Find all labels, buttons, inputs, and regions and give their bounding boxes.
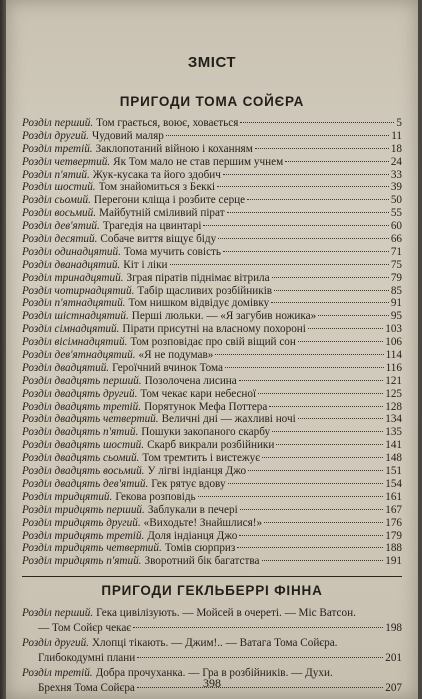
chapter-list-tom-sawyer bbox=[22, 117, 402, 568]
toc-entry bbox=[22, 285, 402, 298]
chapter-title: Кіт і ліки bbox=[123, 258, 168, 271]
chapter-label: Розділ дванадцятий. bbox=[22, 258, 121, 271]
page-ref: 75 bbox=[390, 258, 402, 271]
chapter-title: Чудовий маляр bbox=[91, 129, 164, 142]
chapter-title-continuation: Брехня Тома Сойєра bbox=[38, 682, 135, 695]
dot-leader bbox=[198, 496, 384, 497]
chapter-title: Позолочена лисина bbox=[144, 374, 237, 387]
chapter-title: У лігві індіанця Джо bbox=[147, 465, 247, 478]
dot-leader bbox=[225, 367, 384, 368]
page-ref: 207 bbox=[385, 682, 402, 695]
toc-entry bbox=[22, 375, 402, 388]
chapter-title: Скарб викрали розбійники bbox=[147, 439, 275, 452]
dot-leader bbox=[276, 444, 383, 445]
page-ref: 66 bbox=[390, 233, 402, 246]
chapter-title: Том тремтить і вистежує bbox=[142, 452, 261, 465]
page-number: 398 bbox=[203, 676, 221, 690]
dot-leader bbox=[262, 457, 383, 458]
page-ref: 134 bbox=[385, 413, 402, 426]
chapter-label: Розділ сьомий. bbox=[22, 194, 91, 207]
chapter-title: Гек рятує вдову bbox=[151, 477, 226, 490]
chapter-label: Розділ двадцять восьмий. bbox=[22, 465, 145, 478]
dot-leader bbox=[223, 251, 389, 252]
chapter-label: Розділ тридцять третій. bbox=[22, 529, 145, 542]
chapter-title: Том розповідає про свій віщий сон bbox=[130, 336, 296, 349]
page-ref: 121 bbox=[385, 374, 402, 387]
chapter-label: Розділ тридцять перший. bbox=[22, 503, 145, 516]
dot-leader bbox=[269, 406, 383, 407]
toc-entry bbox=[22, 310, 402, 323]
chapter-label: Розділ третій. bbox=[22, 667, 93, 680]
chapter-label: Розділ двадцять перший. bbox=[22, 374, 142, 387]
dot-leader bbox=[271, 302, 389, 303]
dot-leader bbox=[264, 522, 383, 523]
toc-entry bbox=[22, 426, 402, 439]
page-ref: 50 bbox=[390, 194, 402, 207]
page-ref: 114 bbox=[385, 349, 402, 362]
toc-entry bbox=[22, 606, 402, 621]
chapter-title: Том чекає кари небесної bbox=[140, 387, 257, 400]
page-ref: 188 bbox=[385, 542, 402, 555]
page-ref: 79 bbox=[390, 271, 402, 284]
toc-entry bbox=[22, 530, 402, 543]
page-ref: 148 bbox=[385, 452, 402, 465]
toc-entry bbox=[22, 207, 402, 220]
page-ref: 135 bbox=[385, 426, 402, 439]
chapter-title: Заклопотаний війною і коханням bbox=[95, 142, 253, 155]
toc-entry bbox=[22, 156, 402, 169]
chapter-label: Розділ шостий. bbox=[22, 181, 96, 194]
page-ref: 5 bbox=[396, 117, 402, 129]
chapter-title: Заблукали в печері bbox=[147, 503, 238, 516]
chapter-label: Розділ двадцять дев'ятий. bbox=[22, 477, 149, 490]
toc-content bbox=[22, 54, 402, 696]
toc-entry bbox=[22, 130, 402, 143]
page-ref: 161 bbox=[385, 490, 402, 503]
chapter-title: Хлопці тікають. — Джим!.. — Ватага Тома Сойєра. bbox=[91, 637, 338, 650]
dot-leader bbox=[239, 380, 383, 381]
dot-leader bbox=[227, 212, 389, 213]
toc-entry bbox=[22, 259, 402, 272]
toc-entry bbox=[22, 117, 402, 130]
chapter-title: Пірати присутні на власному похороні bbox=[122, 323, 306, 336]
chapter-label: Розділ дев'ятнадцятий. bbox=[22, 349, 136, 362]
page-ref: 128 bbox=[385, 400, 402, 413]
chapter-title: Як Том мало не став першим учнем bbox=[113, 155, 284, 168]
dot-leader bbox=[223, 174, 389, 175]
book-page bbox=[6, 0, 418, 699]
dot-leader bbox=[240, 509, 384, 510]
dot-leader bbox=[308, 328, 383, 329]
toc-entry bbox=[22, 439, 402, 452]
dot-leader bbox=[274, 290, 389, 291]
chapter-label: Розділ п'ятнадцятий. bbox=[22, 297, 126, 310]
chapter-label: Розділ тридцять четвертий. bbox=[22, 542, 162, 555]
chapter-label: Розділ двадцять сьомий. bbox=[22, 452, 140, 465]
dot-leader bbox=[133, 627, 383, 628]
chapter-label: Розділ дев'ятий. bbox=[22, 220, 100, 233]
chapter-title: Том грається, воює, ховається bbox=[96, 117, 239, 129]
toc-entry bbox=[22, 465, 402, 478]
chapter-title: Добра прочуханка. — Гра в розбійників. — Духи. bbox=[95, 667, 333, 680]
chapter-title: Майбутній сміливий пірат bbox=[99, 207, 225, 220]
page-ref: 125 bbox=[385, 387, 402, 400]
chapter-title: Пошуки закопаного скарбу bbox=[141, 426, 271, 439]
dot-leader bbox=[239, 535, 383, 536]
page-ref: 95 bbox=[390, 310, 402, 323]
dot-leader bbox=[285, 161, 389, 162]
chapter-label: Розділ тринадцятий. bbox=[22, 271, 124, 284]
chapter-title: Гекова розповідь bbox=[115, 490, 196, 503]
page-ref: 24 bbox=[390, 155, 402, 168]
chapter-title: Томів сюрприз bbox=[164, 542, 236, 555]
toc-entry bbox=[22, 336, 402, 349]
page-ref: 55 bbox=[390, 207, 402, 220]
dot-leader bbox=[262, 560, 384, 561]
chapter-label: Розділ вісімнадцятий. bbox=[22, 336, 128, 349]
chapter-label: Розділ одинадцятий. bbox=[22, 245, 121, 258]
dot-leader bbox=[166, 135, 389, 136]
chapter-title: Табір щасливих розбійників bbox=[137, 284, 273, 297]
page-ref: 179 bbox=[385, 529, 402, 542]
toc-entry bbox=[22, 272, 402, 285]
page-ref: 198 bbox=[385, 622, 402, 635]
page-ref: 103 bbox=[385, 323, 402, 336]
chapter-label: Розділ восьмий. bbox=[22, 207, 97, 220]
page-ref: 60 bbox=[390, 220, 402, 233]
toc-entry bbox=[22, 233, 402, 246]
page-ref: 176 bbox=[385, 516, 402, 529]
toc-entry bbox=[22, 401, 402, 414]
chapter-label: Розділ двадцять четвертий. bbox=[22, 413, 159, 426]
chapter-label: Розділ тридцять п'ятий. bbox=[22, 555, 142, 568]
toc-entry-continuation bbox=[22, 621, 402, 636]
chapter-title-continuation: — Том Сойєр чекає bbox=[38, 622, 132, 635]
page-ref: 71 bbox=[390, 245, 402, 258]
page-ref: 91 bbox=[390, 297, 402, 310]
page-ref: 33 bbox=[390, 168, 402, 181]
page-ref: 201 bbox=[385, 652, 402, 665]
chapter-label: Розділ сімнадцятий. bbox=[22, 323, 120, 336]
dot-leader bbox=[215, 354, 383, 355]
chapter-label: Розділ десятий. bbox=[22, 233, 98, 246]
toc-entry bbox=[22, 555, 402, 568]
page-ref: 116 bbox=[385, 361, 402, 374]
toc-entry bbox=[22, 452, 402, 465]
toc-entry bbox=[22, 388, 402, 401]
dot-leader bbox=[218, 238, 389, 239]
dot-leader bbox=[228, 483, 384, 484]
dot-leader bbox=[272, 431, 383, 432]
toc-entry bbox=[22, 362, 402, 375]
chapter-title: Зворотний бік багатства bbox=[144, 555, 260, 568]
chapter-title: Героїчний вчинок Тома bbox=[112, 361, 223, 374]
chapter-label: Розділ двадцять третій. bbox=[22, 400, 142, 413]
toc-entry bbox=[22, 181, 402, 194]
chapter-title: Собаче виття віщує біду bbox=[100, 233, 217, 246]
chapter-title: Зграя піратів піднімає вітрила bbox=[126, 271, 270, 284]
chapter-label: Розділ перший. bbox=[22, 117, 94, 129]
chapter-title: Гека цивілізують. — Мойсей в очереті. — Міс Ватсон. bbox=[96, 607, 356, 620]
section-heading-huckleberry-finn: ПРИГОДИ ГЕКЛЬБЕРРІ ФІННА bbox=[22, 576, 402, 600]
toc-entry bbox=[22, 220, 402, 233]
dot-leader bbox=[170, 264, 389, 265]
dot-leader bbox=[247, 199, 389, 200]
page-ref: 154 bbox=[385, 477, 402, 490]
chapter-title: «Виходьте! Знайшлися!» bbox=[143, 516, 263, 529]
chapter-label: Розділ шістнадцятий. bbox=[22, 310, 129, 323]
dot-leader bbox=[137, 657, 383, 658]
toc-entry bbox=[22, 636, 402, 651]
toc-entry bbox=[22, 491, 402, 504]
toc-entry bbox=[22, 542, 402, 555]
chapter-title: «Я не подумав» bbox=[138, 349, 214, 362]
page-title: ЗМІСТ bbox=[187, 54, 237, 71]
dot-leader bbox=[240, 122, 394, 123]
toc-entry-continuation bbox=[22, 651, 402, 666]
page-ref: 85 bbox=[390, 284, 402, 297]
toc-entry bbox=[22, 349, 402, 362]
toc-entry bbox=[22, 246, 402, 259]
page-ref: 191 bbox=[385, 555, 402, 568]
dot-leader bbox=[298, 341, 383, 342]
page-ref: 106 bbox=[385, 336, 402, 349]
toc-entry bbox=[22, 517, 402, 530]
toc-entry bbox=[22, 297, 402, 310]
dot-leader bbox=[217, 186, 389, 187]
chapter-label: Розділ двадцять п'ятий. bbox=[22, 426, 139, 439]
chapter-title: Жук-кусака та його здобич bbox=[92, 168, 221, 181]
dot-leader bbox=[298, 418, 383, 419]
chapter-label: Розділ двадцять шостий. bbox=[22, 439, 145, 452]
chapter-title: Перші люльки. — «Я загубив ножика» bbox=[131, 310, 317, 323]
chapter-label: Розділ четвертий. bbox=[22, 155, 111, 168]
toc-entry bbox=[22, 143, 402, 156]
chapter-label: Розділ п'ятий. bbox=[22, 168, 90, 181]
chapter-label: Розділ другий. bbox=[22, 129, 89, 142]
chapter-label: Розділ чотирнадцятий. bbox=[22, 284, 135, 297]
chapter-label: Розділ перший. bbox=[22, 607, 94, 620]
chapter-label: Розділ тридцятий. bbox=[22, 490, 113, 503]
page-ref: 11 bbox=[391, 129, 402, 142]
page-ref: 167 bbox=[385, 503, 402, 516]
page-ref: 151 bbox=[385, 465, 402, 478]
chapter-title: Величні дні — жахливі ночі bbox=[161, 413, 296, 426]
dot-leader bbox=[237, 547, 383, 548]
dot-leader bbox=[272, 277, 389, 278]
chapter-title: Доля індіанця Джо bbox=[147, 529, 238, 542]
chapter-title: Перегони кліща і розбите серце bbox=[93, 194, 246, 207]
chapter-label: Розділ тридцять другий. bbox=[22, 516, 141, 529]
chapter-label: Розділ двадцять другий. bbox=[22, 387, 138, 400]
dot-leader bbox=[248, 470, 383, 471]
chapter-title: Том знайомиться з Беккі bbox=[98, 181, 216, 194]
toc-entry bbox=[22, 194, 402, 207]
dot-leader bbox=[255, 148, 389, 149]
section-heading-tom-sawyer: ПРИГОДИ ТОМА СОЙЄРА bbox=[119, 94, 305, 109]
toc-entry bbox=[22, 504, 402, 517]
dot-leader bbox=[258, 393, 383, 394]
page-ref: 141 bbox=[385, 439, 402, 452]
toc-entry bbox=[22, 169, 402, 182]
toc-entry bbox=[22, 478, 402, 491]
chapter-label: Розділ двадцятий. bbox=[22, 361, 110, 374]
chapter-title: Тома мучить совість bbox=[123, 245, 222, 258]
chapter-label: Розділ третій. bbox=[22, 142, 93, 155]
dot-leader bbox=[318, 315, 389, 316]
chapter-title-continuation: Глибокодумні плани bbox=[38, 652, 136, 665]
dot-leader bbox=[203, 225, 388, 226]
chapter-title: Трагедія на цвинтарі bbox=[102, 220, 202, 233]
chapter-label: Розділ другий. bbox=[22, 637, 89, 650]
chapter-title: Порятунок Мефа Поттера bbox=[144, 400, 268, 413]
page-ref: 39 bbox=[390, 181, 402, 194]
toc-entry bbox=[22, 413, 402, 426]
chapter-title: Том нишком відвідує домівку bbox=[128, 297, 270, 310]
page-ref: 18 bbox=[390, 142, 402, 155]
toc-entry bbox=[22, 323, 402, 336]
